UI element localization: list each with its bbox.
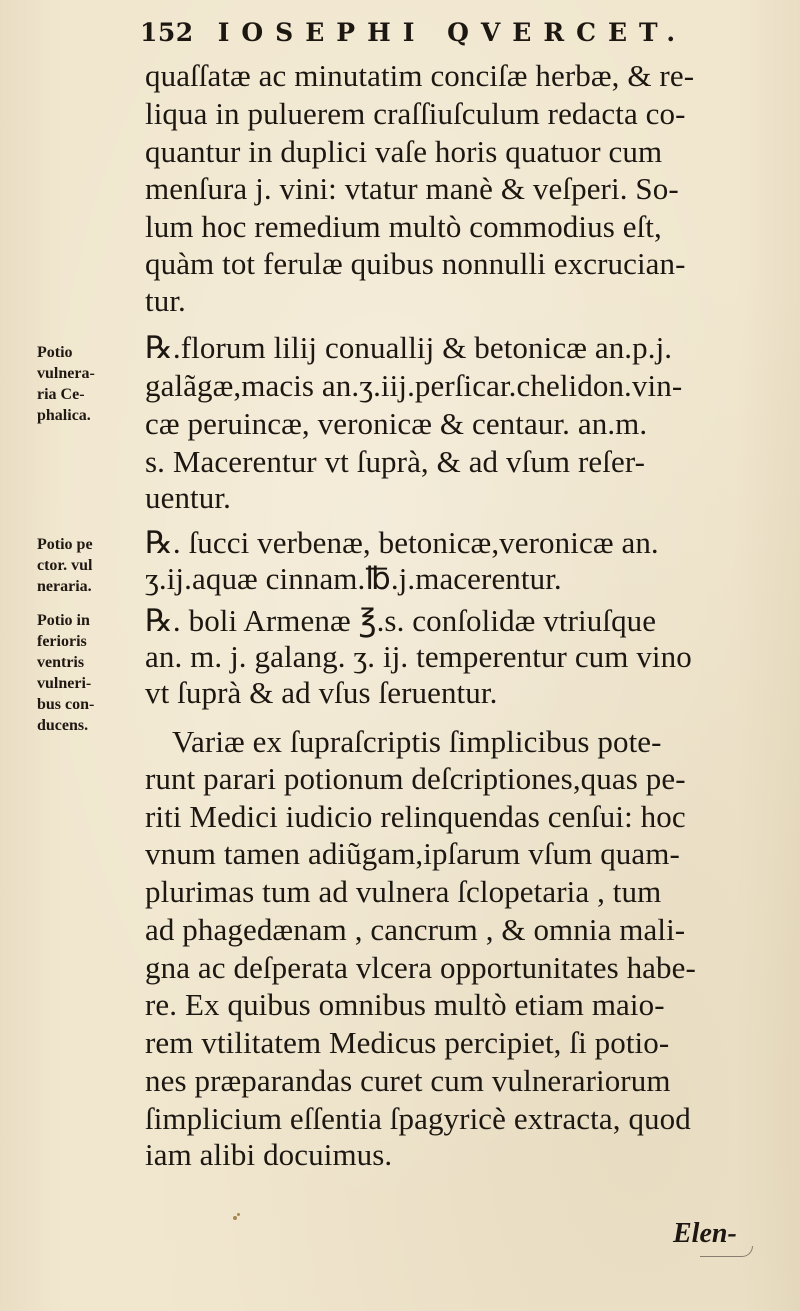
margin-note: neraria. <box>37 578 92 595</box>
margin-note: vulnera- <box>37 365 95 382</box>
body-line: ʒ.ij.aquæ cinnam.℔.j.macerentur. <box>145 561 562 596</box>
body-line: quàm tot ferulæ quibus nonnulli excrucian- <box>145 246 686 281</box>
margin-note: phalica. <box>37 407 91 424</box>
margin-note: ria Ce- <box>37 386 85 403</box>
body-line: s. Macerentur vt ſuprà, & ad vſum reſer- <box>145 444 646 479</box>
body-line: ad phagedænam , cancrum , & omnia mali- <box>145 912 686 947</box>
body-line: uentur. <box>145 480 231 515</box>
body-line: re. Ex quibus omnibus multò etiam maio- <box>145 987 665 1022</box>
ink-spot <box>237 1213 240 1216</box>
body-line: vt ſuprà & ad vſus ſeruentur. <box>145 675 498 710</box>
page-number: 152 <box>140 18 194 47</box>
body-line: vnum tamen adiũgam,ipſarum vſum quam- <box>145 836 680 871</box>
margin-note: Potio in <box>37 612 90 629</box>
margin-note: ventris <box>37 654 85 671</box>
body-line: menſura j. vini: vtatur manè & veſperi. So- <box>145 171 679 206</box>
body-line: ℞. ſucci verbenæ, betonicæ,veronicæ an. <box>145 525 659 560</box>
ink-spot <box>233 1216 237 1220</box>
catchword: Elen- <box>673 1218 737 1249</box>
body-line: quaſſatæ ac minutatim conciſæ herbæ, & re- <box>145 58 695 93</box>
margin-note: ferioris <box>37 633 87 650</box>
body-line: nes præparandas curet cum vulnerariorum <box>145 1063 671 1098</box>
margin-note: ducens. <box>37 717 89 734</box>
body-line: ℞.florum lilij conuallij & betonicæ an.p.j. <box>145 330 673 365</box>
body-line: gna ac deſperata vlcera opportunitates habe- <box>145 950 696 985</box>
margin-note: ctor. vul <box>37 557 93 574</box>
body-line: plurimas tum ad vulnera ſclopetaria , tum <box>145 874 662 909</box>
body-line: Variæ ex ſupraſcriptis ſimplicibus pote- <box>172 724 662 759</box>
body-line: ſimplicium eſſentia ſpagyricè extracta, quod <box>145 1101 691 1136</box>
body-line: an. m. j. galang. ʒ. ij. temperentur cum vino <box>145 639 692 674</box>
margin-note: Potio pe <box>37 536 93 553</box>
body-line: tur. <box>145 283 186 318</box>
body-line: riti Medici iudicio relinquendas cenſui: hoc <box>145 799 686 834</box>
catchword-flourish <box>700 1246 753 1257</box>
margin-note: vulneri- <box>37 675 92 692</box>
body-line: iam alibi docuimus. <box>145 1137 393 1172</box>
margin-note: bus con- <box>37 696 95 713</box>
header-title: IOSEPHI QVERCET. <box>217 18 688 47</box>
body-line: galãgæ,macis an.ʒ.iij.perſicar.chelidon.vin- <box>145 368 683 403</box>
body-line: rem vtilitatem Medicus percipiet, ſi potio- <box>145 1025 670 1060</box>
body-line: lum hoc remedium multò commodius eſt, <box>145 209 662 244</box>
body-line: runt parari potionum deſcriptiones,quas pe- <box>145 761 686 796</box>
margin-note: Potio <box>37 344 73 361</box>
body-line: ℞. boli Armenæ ℥.s. conſolidæ vtriuſque <box>145 603 657 638</box>
body-line: cæ peruincæ, veronicæ & centaur. an.m. <box>145 406 648 441</box>
body-line: liqua in puluerem craſſiuſculum redacta co- <box>145 96 686 131</box>
body-line: quantur in duplici vaſe horis quatuor cum <box>145 134 663 169</box>
